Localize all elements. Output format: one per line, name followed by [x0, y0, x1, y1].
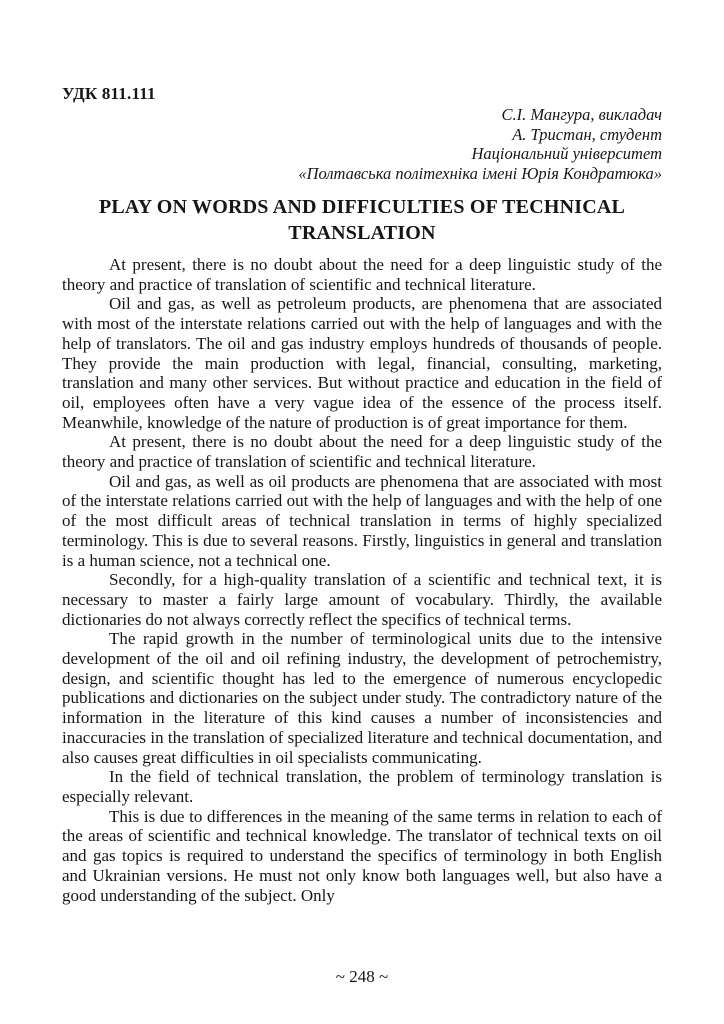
udc-code: УДК 811.111 [62, 84, 156, 103]
paragraph-6: The rapid growth in the number of terminological units due to the intensive development of the oil and oil refining industry, the development of petrochemistry, design, and scientific thought has led to the emergence of numerous encyclopedic publications and dictionaries on the subject under study. The contradictory nature of the information in the literature of this kind causes a number of inconsistencies and inaccuracies in the translation of specialized literature and technical documentation, and also causes great difficulties in oil specialists communicating. [62, 629, 662, 767]
paragraph-4: Oil and gas, as well as oil products are phenomena that are associated with most of the interstate relations carried out with the help of languages and with the help of one of the most difficult areas of technical translation in terms of highly specialized terminology. This is due to several reasons. Firstly, linguistics in general and translation is a human science, not a technical one. [62, 471, 662, 570]
paragraph-1: At present, there is no doubt about the need for a deep linguistic study of the theory and practice of translation of scientific and technical literature. [62, 255, 662, 294]
affiliation-university: Національний університет [471, 144, 662, 163]
paragraph-7: In the field of technical translation, the problem of terminology translation is especially relevant. [62, 767, 662, 806]
article-body [62, 255, 662, 905]
page-number: ~ 248 ~ [335, 967, 389, 986]
paragraph-2: Oil and gas, as well as petroleum products, are phenomena that are associated with most of the interstate relations carried out with the help of languages and with the help of translators. The oil and gas industry employs hundreds of thousands of people. They provide the main production with legal, financial, consulting, marketing, translation and many other services. But without practice and education in the field of oil, employees often have a very vague idea of the essence of the process itself. Meanwhile, knowledge of the nature of production is of great importance for them. [62, 294, 662, 432]
author-line-lecturer: С.І. Мангура, викладач [501, 105, 662, 124]
affiliation-institution-name: «Полтавська політехніка імені Юрія Кондратюка» [298, 163, 662, 183]
paragraph-8: This is due to differences in the meaning of the same terms in relation to each of the areas of scientific and technical knowledge. The translator of technical texts on oil and gas topics is required to understand the specifics of terminology in both English and Ukrainian versions. He must not only know both languages well, but also have a good understanding of the subject. Only [62, 806, 662, 905]
author-line-student: А. Тристан, студент [512, 124, 662, 144]
paragraph-3: At present, there is no doubt about the need for a deep linguistic study of the theory and practice of translation of scientific and technical literature. [62, 432, 662, 472]
article-title: PLAY ON WORDS AND DIFFICULTIES OF TECHNICAL TRANSLATION [98, 196, 626, 244]
paragraph-5: Secondly, for a high-quality translation of a scientific and technical text, it is necessary to master a fairly large amount of vocabulary. Thirdly, the available dictionaries do not always correctly reflect the specifics of technical terms. [62, 570, 662, 629]
author-block [62, 105, 662, 183]
